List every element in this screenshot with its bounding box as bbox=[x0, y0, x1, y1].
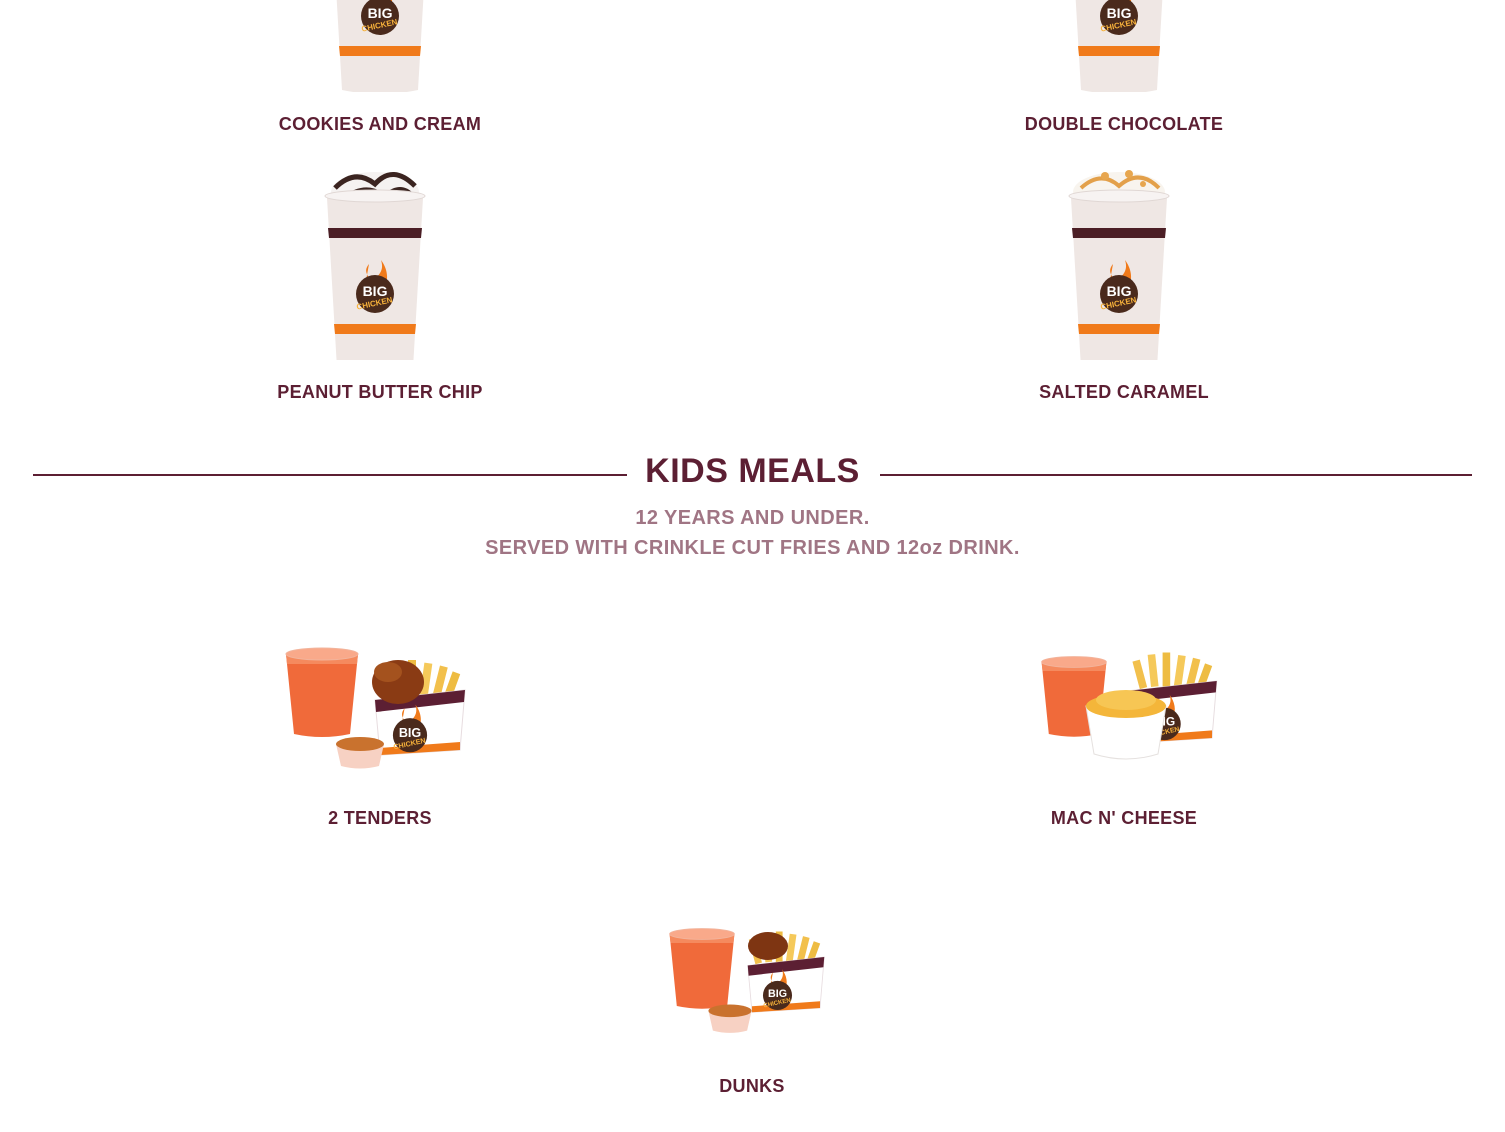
menu-item-double-chocolate[interactable] bbox=[924, 0, 1324, 140]
kids-meal-mac-cheese-icon bbox=[1034, 620, 1234, 780]
menu-item-name: DOUBLE CHOCOLATE bbox=[1024, 114, 1224, 134]
menu-item-dunks[interactable] bbox=[552, 890, 952, 1110]
menu-item-cookies-and-cream[interactable] bbox=[180, 0, 580, 140]
shake-peanut-butter-chip-icon bbox=[315, 170, 435, 360]
menu-item-name: MAC N' CHEESE bbox=[1050, 808, 1198, 828]
menu-item-name: DUNKS bbox=[719, 1076, 785, 1096]
shake-cookies-cream-icon bbox=[320, 0, 440, 92]
kids-meal-tenders-icon bbox=[280, 620, 480, 780]
section-title: KIDS MEALS bbox=[645, 452, 860, 490]
section-subtitle-line1: 12 YEARS AND UNDER. bbox=[635, 507, 870, 529]
menu-item-name: 2 TENDERS bbox=[328, 808, 432, 828]
shake-double-chocolate-icon bbox=[1059, 0, 1179, 92]
shake-salted-caramel-icon bbox=[1059, 170, 1179, 360]
menu-item-name: PEANUT BUTTER CHIP bbox=[277, 382, 483, 402]
menu-item-salted-caramel[interactable] bbox=[924, 170, 1324, 410]
section-subtitle-line2: SERVED WITH CRINKLE CUT FRIES AND 12oz DRINK. bbox=[485, 537, 1020, 559]
kids-meal-dunks-icon bbox=[664, 890, 844, 1040]
menu-item-2-tenders[interactable] bbox=[180, 620, 580, 840]
menu-item-name: COOKIES AND CREAM bbox=[278, 114, 482, 134]
menu-item-name: SALTED CARAMEL bbox=[1039, 382, 1209, 402]
menu-item-mac-n-cheese[interactable] bbox=[924, 620, 1324, 840]
menu-item-peanut-butter-chip[interactable] bbox=[180, 170, 580, 410]
